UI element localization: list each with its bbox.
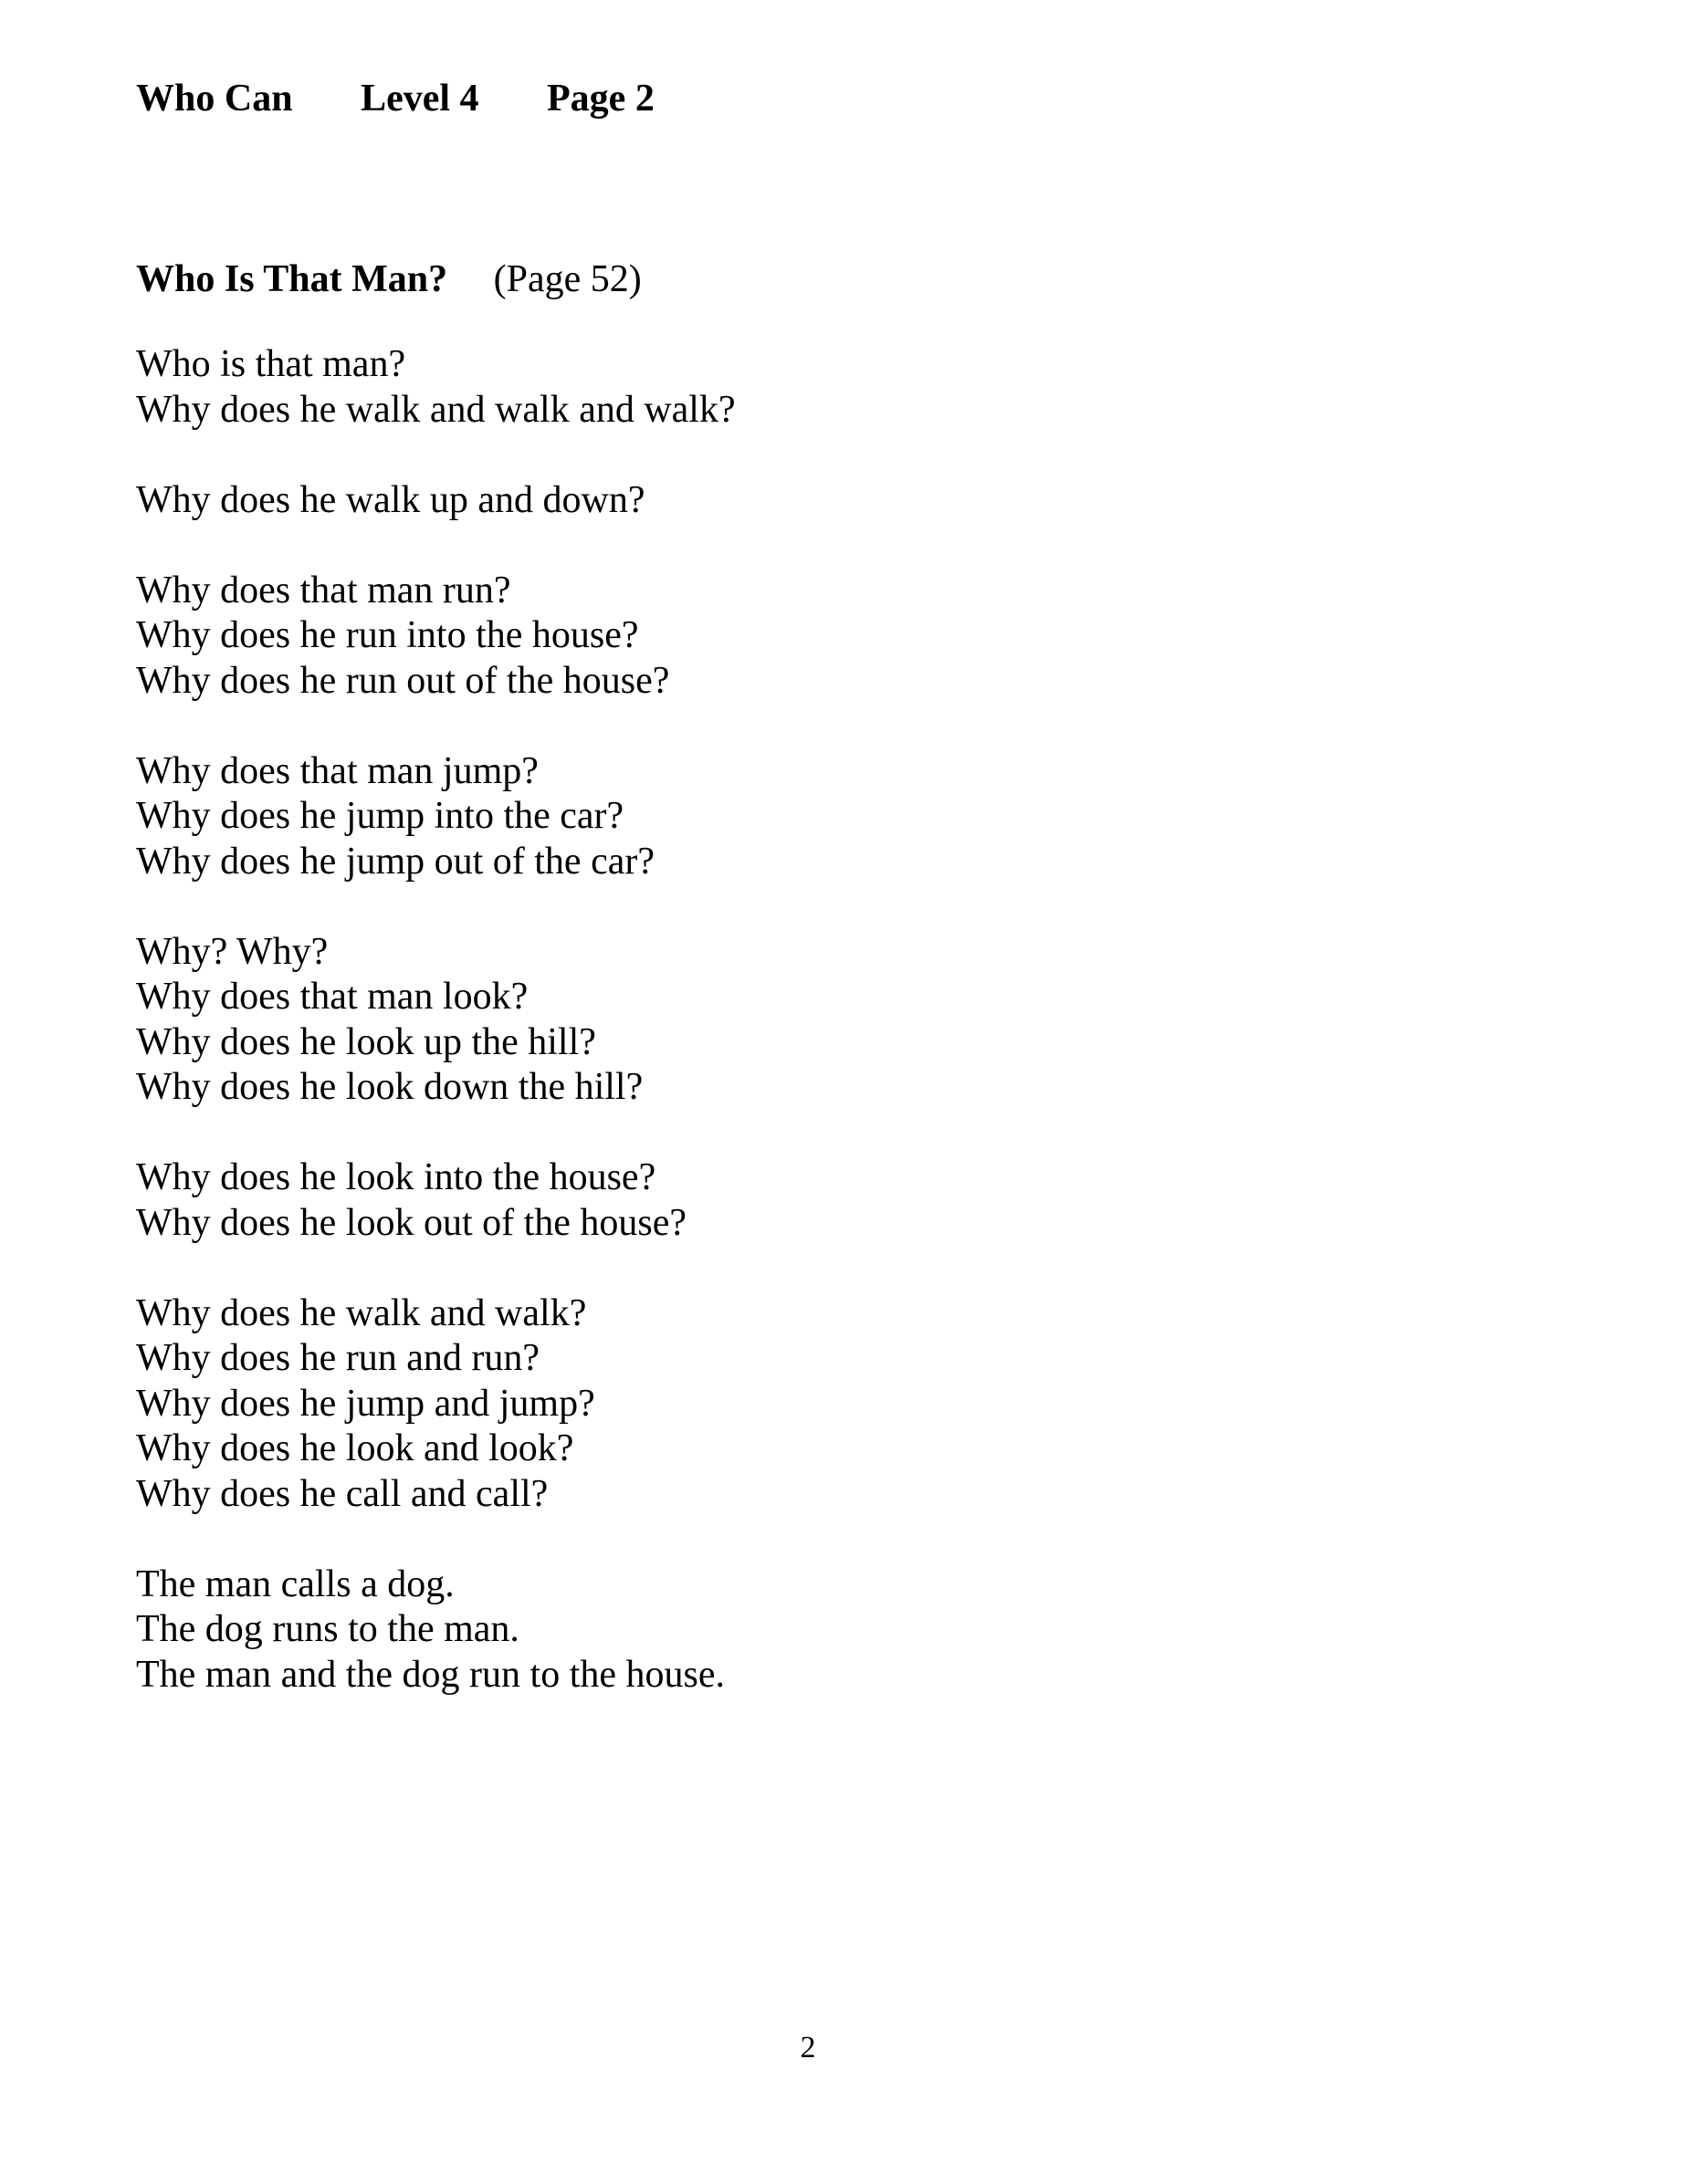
story-line: Why does he run and run? <box>136 1337 540 1379</box>
story-line: Why does he jump into the car? <box>136 795 624 837</box>
story-line: Why? Why? <box>136 930 329 973</box>
story-line: Why does he run into the house? <box>136 614 639 656</box>
story-line: Why does he walk and walk and walk? <box>136 388 736 431</box>
story-line: Why does that man jump? <box>136 749 539 792</box>
story-line: Why does he call and call? <box>136 1472 549 1515</box>
story-line: The dog runs to the man. <box>136 1608 519 1650</box>
page-header <box>136 71 655 126</box>
story-line: Why does he jump out of the car? <box>136 840 655 883</box>
story-line: Why does he walk up and down? <box>136 478 645 521</box>
story-line: The man calls a dog. <box>136 1562 455 1605</box>
story-line: Who is that man? <box>136 343 406 385</box>
story-line: The man and the dog run to the house. <box>136 1653 726 1696</box>
story-body <box>136 342 736 1743</box>
story-line: Why does that man run? <box>136 569 511 611</box>
page-number: 2 <box>800 2031 816 2064</box>
story-line: Why does that man look? <box>136 976 529 1018</box>
story-line: Why does he run out of the house? <box>136 659 670 702</box>
story-heading <box>136 252 642 307</box>
stanza <box>136 569 736 705</box>
story-page-reference: (Page 52) <box>493 258 642 300</box>
stanza <box>136 478 736 524</box>
story-line: Why does he look down the hill? <box>136 1066 644 1108</box>
story-line: Why does he look into the house? <box>136 1156 656 1198</box>
stanza <box>136 749 736 885</box>
stanza <box>136 1562 736 1698</box>
story-line: Why does he look and look? <box>136 1427 574 1469</box>
stanza <box>136 342 736 433</box>
stanza <box>136 930 736 1111</box>
story-title: Who Is That Man? <box>136 258 448 300</box>
story-line: Why does he look up the hill? <box>136 1020 596 1063</box>
story-line: Why does he look out of the house? <box>136 1201 687 1244</box>
header-level: Level 4 <box>361 78 479 120</box>
stanza <box>136 1155 736 1246</box>
header-page: Page 2 <box>547 78 655 120</box>
header-series: Who Can <box>136 78 293 120</box>
stanza <box>136 1291 736 1518</box>
story-line: Why does he walk and walk? <box>136 1291 587 1334</box>
story-line: Why does he jump and jump? <box>136 1382 595 1425</box>
